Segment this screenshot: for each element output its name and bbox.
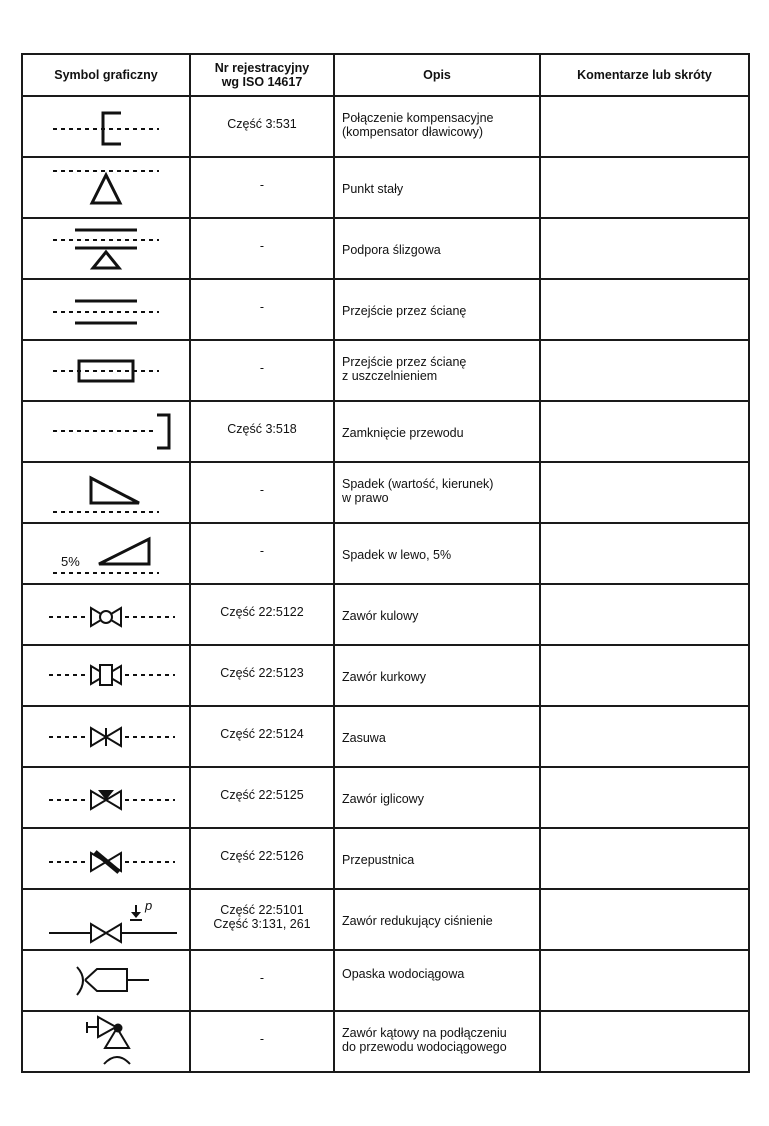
- registration-number: -: [259, 361, 265, 375]
- header-registration-line1: Nr rejestracyjny: [214, 60, 310, 75]
- registration-number: -: [259, 971, 265, 985]
- description-line: (kompensator dławicowy): [342, 125, 484, 140]
- symbol-cell: [22, 828, 190, 889]
- comment-cell: [540, 1011, 749, 1072]
- description-line: Opaska wodociągowa: [342, 967, 465, 981]
- registration-cell: [190, 157, 334, 218]
- registration-number: -: [259, 239, 265, 253]
- comment-cell: [540, 706, 749, 767]
- registration-cell: [190, 96, 334, 157]
- symbol-cell: [22, 767, 190, 828]
- table-row: [22, 828, 749, 889]
- registration-cell: [190, 401, 334, 462]
- slope-right-icon: [31, 468, 181, 518]
- registration-cell: [190, 340, 334, 401]
- symbol-cell: [22, 706, 190, 767]
- description-line: do przewodu wodociągowego: [342, 1040, 507, 1055]
- comment-cell: [540, 462, 749, 523]
- description-cell: [334, 96, 540, 157]
- symbols-table: [21, 53, 750, 1073]
- registration-cell: [190, 950, 334, 1011]
- description-line: Spadek w lewo, 5%: [342, 548, 452, 562]
- registration-cell: [190, 706, 334, 767]
- registration-number: Część 22:5124: [220, 727, 304, 741]
- header-description: Opis: [334, 54, 540, 96]
- symbol-cell: [22, 584, 190, 645]
- description-line: Połączenie kompensacyjne: [342, 111, 494, 125]
- table-row: [22, 462, 749, 523]
- header-registration: [190, 54, 334, 96]
- symbol-cell: [22, 340, 190, 401]
- symbol-cell: [22, 1011, 190, 1072]
- description-line: z uszczelnieniem: [342, 369, 438, 384]
- description-cell: [334, 584, 540, 645]
- registration-cell: [190, 889, 334, 950]
- comment-cell: [540, 889, 749, 950]
- table-row: [22, 889, 749, 950]
- table-header-row: [22, 54, 749, 96]
- description-line: w prawo: [342, 491, 389, 506]
- description-cell: [334, 218, 540, 279]
- symbol-cell: [22, 645, 190, 706]
- description-line: Przejście przez ścianę: [342, 355, 467, 369]
- compensation-joint-icon: [31, 102, 181, 152]
- pipe-end-cap-icon: [31, 407, 181, 457]
- registration-cell: [190, 584, 334, 645]
- table-row: [22, 218, 749, 279]
- registration-cell: [190, 218, 334, 279]
- table-row: [22, 401, 749, 462]
- description-cell: [334, 645, 540, 706]
- description-cell: [334, 401, 540, 462]
- description-cell: [334, 523, 540, 584]
- table-row: [22, 645, 749, 706]
- pressure-label: p: [145, 897, 153, 913]
- description-line: Przepustnica: [342, 853, 415, 867]
- registration-number: Część 3:518: [227, 422, 297, 436]
- comment-cell: [540, 584, 749, 645]
- description-cell: [334, 706, 540, 767]
- slope-left-icon: [31, 529, 181, 579]
- fixed-point-icon: [31, 163, 181, 213]
- table-row: [22, 950, 749, 1011]
- angle-valve-connection-icon: [31, 1014, 181, 1070]
- comment-cell: [540, 767, 749, 828]
- pressure-reducing-valve-icon: [31, 895, 181, 945]
- table-row: [22, 340, 749, 401]
- header-registration-line2: wg ISO 14617: [221, 75, 303, 89]
- symbol-cell: [22, 462, 190, 523]
- table-row: [22, 279, 749, 340]
- registration-cell: [190, 767, 334, 828]
- table-row: [22, 157, 749, 218]
- description-cell: [334, 462, 540, 523]
- registration-number: Część 3:131, 261: [213, 917, 311, 932]
- header-symbol: Symbol graficzny: [22, 54, 190, 96]
- comment-cell: [540, 828, 749, 889]
- description-cell: [334, 279, 540, 340]
- comment-cell: [540, 645, 749, 706]
- table-row: [22, 1011, 749, 1072]
- description-line: Zawór kątowy na podłączeniu: [342, 1026, 507, 1040]
- description-line: Zawór iglicowy: [342, 792, 424, 806]
- sealed-wall-passage-icon: [31, 346, 181, 396]
- description-cell: [334, 889, 540, 950]
- registration-number: Część 22:5122: [220, 605, 304, 619]
- registration-number: -: [259, 483, 265, 497]
- registration-number: Część 22:5101: [220, 903, 304, 917]
- symbol-cell: [22, 279, 190, 340]
- description-cell: [334, 950, 540, 1011]
- plug-valve-icon: [31, 651, 181, 701]
- symbol-cell: [22, 889, 190, 950]
- registration-number: Część 3:531: [227, 117, 297, 131]
- registration-number: Część 22:5126: [220, 849, 304, 863]
- needle-valve-icon: [31, 773, 181, 823]
- description-cell: [334, 828, 540, 889]
- gate-valve-icon: [31, 712, 181, 762]
- slope-label: 5%: [61, 553, 80, 569]
- header-comments: Komentarze lub skróty: [540, 54, 749, 96]
- description-line: Punkt stały: [342, 182, 404, 196]
- registration-cell: [190, 523, 334, 584]
- comment-cell: [540, 96, 749, 157]
- symbol-cell: [22, 401, 190, 462]
- comment-cell: [540, 340, 749, 401]
- symbol-cell: [22, 950, 190, 1011]
- registration-number: Część 22:5125: [220, 788, 304, 802]
- registration-cell: [190, 1011, 334, 1072]
- comment-cell: [540, 523, 749, 584]
- table-row: [22, 767, 749, 828]
- symbol-cell: [22, 218, 190, 279]
- registration-number: -: [259, 300, 265, 314]
- butterfly-valve-icon: [31, 834, 181, 884]
- description-line: Przejście przez ścianę: [342, 304, 467, 318]
- table-row: [22, 96, 749, 157]
- symbol-cell: [22, 157, 190, 218]
- registration-number: -: [259, 178, 265, 192]
- registration-cell: [190, 462, 334, 523]
- comment-cell: [540, 401, 749, 462]
- table-row: [22, 523, 749, 584]
- registration-number: Część 22:5123: [220, 666, 304, 680]
- description-cell: [334, 767, 540, 828]
- registration-cell: [190, 828, 334, 889]
- ball-valve-icon: [31, 590, 181, 640]
- comment-cell: [540, 950, 749, 1011]
- description-line: Zamknięcie przewodu: [342, 426, 464, 440]
- symbol-cell: [22, 523, 190, 584]
- registration-cell: [190, 645, 334, 706]
- wall-passage-icon: [31, 285, 181, 335]
- description-cell: [334, 1011, 540, 1072]
- description-line: Zawór kulowy: [342, 609, 419, 623]
- description-line: Zawór redukujący ciśnienie: [342, 914, 493, 928]
- description-cell: [334, 157, 540, 218]
- sliding-support-icon: [31, 224, 181, 274]
- registration-number: -: [259, 1032, 265, 1046]
- registration-number: -: [259, 544, 265, 558]
- description-line: Spadek (wartość, kierunek): [342, 477, 494, 491]
- description-cell: [334, 340, 540, 401]
- comment-cell: [540, 279, 749, 340]
- symbol-cell: [22, 96, 190, 157]
- description-line: Podpora ślizgowa: [342, 243, 441, 257]
- comment-cell: [540, 157, 749, 218]
- tapping-sleeve-icon: [31, 956, 181, 1006]
- registration-cell: [190, 279, 334, 340]
- table-row: [22, 706, 749, 767]
- comment-cell: [540, 218, 749, 279]
- description-line: Zawór kurkowy: [342, 670, 427, 684]
- table-row: [22, 584, 749, 645]
- description-line: Zasuwa: [342, 731, 386, 745]
